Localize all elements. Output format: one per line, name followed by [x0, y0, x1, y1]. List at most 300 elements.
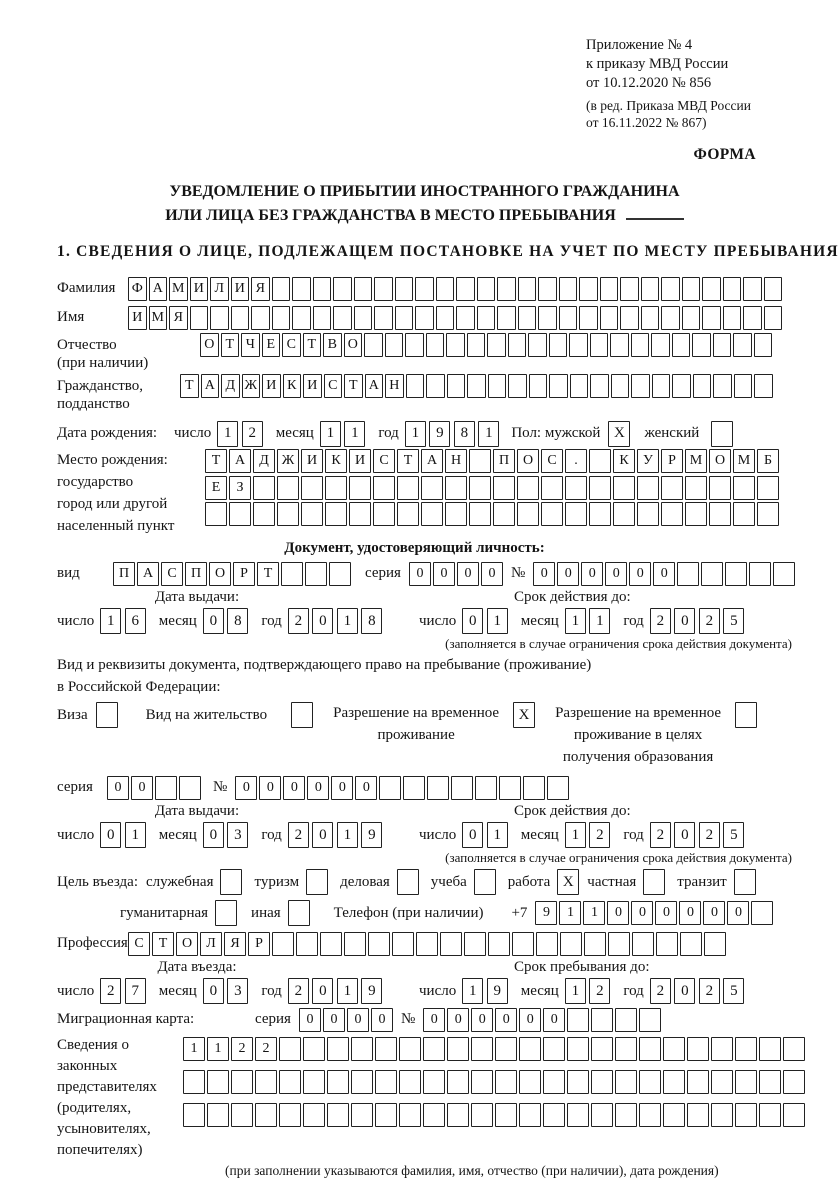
char-cell[interactable] — [685, 476, 707, 500]
char-cell[interactable] — [469, 476, 491, 500]
char-cell[interactable]: А — [149, 277, 168, 301]
char-cell[interactable]: 1 — [565, 978, 586, 1004]
char-cell[interactable]: 0 — [462, 608, 483, 634]
char-cell[interactable] — [427, 776, 449, 800]
char-cell[interactable] — [399, 1070, 421, 1094]
char-cell[interactable] — [725, 562, 747, 586]
char-cell[interactable]: И — [231, 277, 250, 301]
char-cell[interactable] — [399, 1037, 421, 1061]
char-cell[interactable]: Т — [221, 333, 240, 357]
char-cell[interactable] — [487, 333, 506, 357]
char-cell[interactable] — [547, 776, 569, 800]
char-cell[interactable]: Л — [210, 277, 229, 301]
sex-female-checkbox[interactable] — [711, 421, 733, 447]
char-cell[interactable] — [456, 277, 475, 301]
char-cell[interactable]: Т — [303, 333, 322, 357]
char-cell[interactable] — [711, 1037, 733, 1061]
char-cell[interactable] — [374, 277, 393, 301]
char-cell[interactable] — [590, 374, 609, 398]
char-cell[interactable] — [687, 1103, 709, 1127]
char-cell[interactable] — [543, 1070, 565, 1094]
char-cell[interactable] — [641, 277, 660, 301]
char-cell[interactable] — [620, 306, 639, 330]
char-cell[interactable] — [421, 476, 443, 500]
char-cell[interactable]: Т — [257, 562, 279, 586]
char-cell[interactable]: 2 — [100, 978, 121, 1004]
char-cell[interactable] — [447, 374, 466, 398]
char-cell[interactable] — [615, 1008, 637, 1032]
char-cell[interactable] — [517, 502, 539, 526]
char-cell[interactable] — [183, 1070, 205, 1094]
char-cell[interactable] — [397, 476, 419, 500]
char-cell[interactable]: 5 — [723, 822, 744, 848]
char-cell[interactable]: 1 — [559, 901, 581, 925]
char-cell[interactable] — [207, 1070, 229, 1094]
char-cell[interactable] — [253, 476, 275, 500]
char-cell[interactable] — [733, 476, 755, 500]
char-cell[interactable] — [734, 374, 753, 398]
char-cell[interactable] — [560, 932, 582, 956]
char-cell[interactable] — [325, 476, 347, 500]
char-cell[interactable] — [559, 277, 578, 301]
char-cell[interactable] — [471, 1070, 493, 1094]
char-cell[interactable]: 1 — [217, 421, 238, 447]
char-cell[interactable]: С — [373, 449, 395, 473]
char-cell[interactable] — [251, 306, 270, 330]
char-cell[interactable] — [733, 502, 755, 526]
char-cell[interactable]: 8 — [454, 421, 475, 447]
char-cell[interactable] — [709, 476, 731, 500]
char-cell[interactable] — [255, 1070, 277, 1094]
char-cell[interactable]: И — [349, 449, 371, 473]
char-cell[interactable]: 2 — [589, 978, 610, 1004]
char-cell[interactable] — [344, 932, 366, 956]
char-cell[interactable]: Ж — [242, 374, 261, 398]
char-cell[interactable] — [447, 1070, 469, 1094]
char-cell[interactable] — [354, 277, 373, 301]
char-cell[interactable]: П — [113, 562, 135, 586]
char-cell[interactable] — [549, 333, 568, 357]
char-cell[interactable] — [190, 306, 209, 330]
char-cell[interactable] — [759, 1070, 781, 1094]
char-cell[interactable]: 0 — [299, 1008, 321, 1032]
char-cell[interactable]: И — [303, 374, 322, 398]
char-cell[interactable]: 0 — [323, 1008, 345, 1032]
char-cell[interactable]: 0 — [462, 822, 483, 848]
char-cell[interactable]: А — [229, 449, 251, 473]
purpose-tourism-checkbox[interactable] — [306, 869, 328, 895]
char-cell[interactable]: 0 — [203, 608, 224, 634]
char-cell[interactable] — [313, 277, 332, 301]
char-cell[interactable] — [608, 932, 630, 956]
purpose-work-checkbox[interactable]: X — [557, 869, 579, 895]
char-cell[interactable]: О — [517, 449, 539, 473]
char-cell[interactable] — [711, 1070, 733, 1094]
char-cell[interactable] — [639, 1008, 661, 1032]
char-cell[interactable] — [591, 1008, 613, 1032]
char-cell[interactable] — [543, 1103, 565, 1127]
char-cell[interactable] — [685, 502, 707, 526]
char-cell[interactable] — [523, 776, 545, 800]
char-cell[interactable] — [354, 306, 373, 330]
char-cell[interactable] — [210, 306, 229, 330]
char-cell[interactable] — [351, 1070, 373, 1094]
char-cell[interactable]: 9 — [361, 978, 382, 1004]
char-cell[interactable]: Р — [661, 449, 683, 473]
char-cell[interactable] — [467, 333, 486, 357]
char-cell[interactable]: М — [169, 277, 188, 301]
char-cell[interactable]: 0 — [312, 978, 333, 1004]
char-cell[interactable] — [559, 306, 578, 330]
char-cell[interactable]: Т — [152, 932, 174, 956]
char-cell[interactable] — [735, 1103, 757, 1127]
char-cell[interactable] — [327, 1037, 349, 1061]
char-cell[interactable] — [364, 333, 383, 357]
char-cell[interactable]: 0 — [674, 822, 695, 848]
char-cell[interactable] — [519, 1037, 541, 1061]
char-cell[interactable] — [495, 1070, 517, 1094]
char-cell[interactable]: Т — [344, 374, 363, 398]
char-cell[interactable]: 1 — [487, 822, 508, 848]
char-cell[interactable] — [764, 306, 783, 330]
char-cell[interactable]: 3 — [227, 822, 248, 848]
char-cell[interactable] — [672, 333, 691, 357]
char-cell[interactable] — [590, 333, 609, 357]
char-cell[interactable] — [499, 776, 521, 800]
char-cell[interactable] — [416, 932, 438, 956]
char-cell[interactable]: С — [161, 562, 183, 586]
char-cell[interactable] — [733, 333, 752, 357]
char-cell[interactable] — [541, 476, 563, 500]
purpose-private-checkbox[interactable] — [643, 869, 665, 895]
char-cell[interactable]: 0 — [131, 776, 153, 800]
char-cell[interactable] — [445, 502, 467, 526]
purpose-business-checkbox[interactable] — [397, 869, 419, 895]
char-cell[interactable]: 0 — [631, 901, 653, 925]
char-cell[interactable] — [279, 1103, 301, 1127]
char-cell[interactable]: Б — [757, 449, 779, 473]
temp-residence-edu-checkbox[interactable] — [735, 702, 757, 728]
char-cell[interactable] — [395, 277, 414, 301]
char-cell[interactable] — [687, 1070, 709, 1094]
char-cell[interactable]: 0 — [355, 776, 377, 800]
char-cell[interactable] — [682, 306, 701, 330]
char-cell[interactable]: 1 — [405, 421, 426, 447]
char-cell[interactable]: 0 — [235, 776, 257, 800]
char-cell[interactable] — [579, 277, 598, 301]
char-cell[interactable]: 0 — [100, 822, 121, 848]
char-cell[interactable]: 0 — [703, 901, 725, 925]
char-cell[interactable] — [373, 502, 395, 526]
char-cell[interactable] — [723, 277, 742, 301]
char-cell[interactable] — [517, 476, 539, 500]
char-cell[interactable] — [296, 932, 318, 956]
char-cell[interactable] — [663, 1103, 685, 1127]
char-cell[interactable] — [536, 932, 558, 956]
char-cell[interactable]: Ж — [277, 449, 299, 473]
char-cell[interactable]: Е — [205, 476, 227, 500]
char-cell[interactable]: Н — [445, 449, 467, 473]
char-cell[interactable] — [272, 277, 291, 301]
char-cell[interactable]: О — [709, 449, 731, 473]
char-cell[interactable]: 0 — [312, 608, 333, 634]
char-cell[interactable] — [405, 333, 424, 357]
char-cell[interactable] — [591, 1037, 613, 1061]
char-cell[interactable] — [277, 476, 299, 500]
char-cell[interactable] — [368, 932, 390, 956]
char-cell[interactable]: 1 — [462, 978, 483, 1004]
char-cell[interactable]: 5 — [723, 608, 744, 634]
char-cell[interactable] — [375, 1103, 397, 1127]
char-cell[interactable] — [783, 1070, 805, 1094]
char-cell[interactable] — [723, 306, 742, 330]
char-cell[interactable] — [641, 306, 660, 330]
char-cell[interactable] — [704, 932, 726, 956]
char-cell[interactable]: 0 — [203, 978, 224, 1004]
char-cell[interactable]: Д — [253, 449, 275, 473]
char-cell[interactable] — [518, 277, 537, 301]
char-cell[interactable] — [637, 502, 659, 526]
char-cell[interactable] — [512, 932, 534, 956]
char-cell[interactable] — [440, 932, 462, 956]
char-cell[interactable] — [600, 277, 619, 301]
char-cell[interactable]: 0 — [727, 901, 749, 925]
char-cell[interactable]: 1 — [589, 608, 610, 634]
char-cell[interactable]: 1 — [320, 421, 341, 447]
char-cell[interactable]: 1 — [478, 421, 499, 447]
char-cell[interactable]: 2 — [699, 822, 720, 848]
purpose-other-checkbox[interactable] — [288, 900, 310, 926]
char-cell[interactable] — [702, 277, 721, 301]
char-cell[interactable] — [600, 306, 619, 330]
char-cell[interactable]: 1 — [583, 901, 605, 925]
char-cell[interactable]: 1 — [183, 1037, 205, 1061]
char-cell[interactable] — [549, 374, 568, 398]
char-cell[interactable] — [709, 502, 731, 526]
char-cell[interactable] — [272, 932, 294, 956]
char-cell[interactable] — [757, 476, 779, 500]
char-cell[interactable] — [313, 306, 332, 330]
char-cell[interactable] — [637, 476, 659, 500]
char-cell[interactable] — [569, 333, 588, 357]
char-cell[interactable]: М — [149, 306, 168, 330]
char-cell[interactable]: 2 — [288, 822, 309, 848]
char-cell[interactable] — [292, 306, 311, 330]
char-cell[interactable] — [783, 1037, 805, 1061]
char-cell[interactable]: О — [344, 333, 363, 357]
char-cell[interactable] — [538, 277, 557, 301]
char-cell[interactable]: 0 — [312, 822, 333, 848]
char-cell[interactable]: 2 — [650, 822, 671, 848]
char-cell[interactable]: А — [137, 562, 159, 586]
char-cell[interactable] — [379, 776, 401, 800]
char-cell[interactable] — [446, 333, 465, 357]
char-cell[interactable]: 0 — [607, 901, 629, 925]
char-cell[interactable] — [325, 502, 347, 526]
char-cell[interactable]: Я — [224, 932, 246, 956]
char-cell[interactable]: А — [201, 374, 220, 398]
purpose-official-checkbox[interactable] — [220, 869, 242, 895]
char-cell[interactable] — [320, 932, 342, 956]
char-cell[interactable] — [279, 1070, 301, 1094]
char-cell[interactable] — [773, 562, 795, 586]
char-cell[interactable] — [447, 1103, 469, 1127]
char-cell[interactable]: 2 — [288, 608, 309, 634]
char-cell[interactable] — [661, 502, 683, 526]
char-cell[interactable] — [497, 306, 516, 330]
char-cell[interactable]: 7 — [125, 978, 146, 1004]
char-cell[interactable]: 2 — [242, 421, 263, 447]
char-cell[interactable] — [469, 449, 491, 473]
char-cell[interactable]: 5 — [723, 978, 744, 1004]
char-cell[interactable]: К — [325, 449, 347, 473]
char-cell[interactable] — [749, 562, 771, 586]
char-cell[interactable]: С — [324, 374, 343, 398]
char-cell[interactable] — [519, 1070, 541, 1094]
char-cell[interactable] — [183, 1103, 205, 1127]
char-cell[interactable] — [543, 1037, 565, 1061]
char-cell[interactable] — [327, 1103, 349, 1127]
char-cell[interactable]: О — [209, 562, 231, 586]
char-cell[interactable]: С — [128, 932, 150, 956]
char-cell[interactable]: О — [176, 932, 198, 956]
char-cell[interactable] — [589, 476, 611, 500]
char-cell[interactable]: . — [565, 449, 587, 473]
char-cell[interactable]: П — [185, 562, 207, 586]
char-cell[interactable]: П — [493, 449, 515, 473]
char-cell[interactable] — [447, 1037, 469, 1061]
char-cell[interactable]: 2 — [288, 978, 309, 1004]
char-cell[interactable] — [632, 932, 654, 956]
char-cell[interactable] — [464, 932, 486, 956]
char-cell[interactable] — [395, 306, 414, 330]
char-cell[interactable]: Л — [200, 932, 222, 956]
char-cell[interactable] — [399, 1103, 421, 1127]
char-cell[interactable]: 1 — [565, 822, 586, 848]
char-cell[interactable] — [333, 277, 352, 301]
char-cell[interactable]: Р — [248, 932, 270, 956]
char-cell[interactable] — [759, 1037, 781, 1061]
char-cell[interactable] — [374, 306, 393, 330]
char-cell[interactable] — [255, 1103, 277, 1127]
char-cell[interactable] — [231, 306, 250, 330]
char-cell[interactable]: 2 — [255, 1037, 277, 1061]
char-cell[interactable]: 0 — [674, 978, 695, 1004]
visa-checkbox[interactable] — [96, 702, 118, 728]
char-cell[interactable] — [567, 1008, 589, 1032]
char-cell[interactable] — [754, 374, 773, 398]
char-cell[interactable] — [456, 306, 475, 330]
char-cell[interactable] — [475, 776, 497, 800]
char-cell[interactable] — [620, 277, 639, 301]
char-cell[interactable]: Р — [233, 562, 255, 586]
char-cell[interactable] — [451, 776, 473, 800]
char-cell[interactable] — [538, 306, 557, 330]
char-cell[interactable] — [415, 306, 434, 330]
char-cell[interactable]: В — [323, 333, 342, 357]
char-cell[interactable]: 2 — [650, 608, 671, 634]
char-cell[interactable] — [528, 333, 547, 357]
char-cell[interactable]: 0 — [557, 562, 579, 586]
char-cell[interactable] — [497, 277, 516, 301]
char-cell[interactable] — [495, 1103, 517, 1127]
char-cell[interactable] — [436, 306, 455, 330]
char-cell[interactable] — [436, 277, 455, 301]
char-cell[interactable] — [639, 1070, 661, 1094]
char-cell[interactable]: Е — [262, 333, 281, 357]
char-cell[interactable] — [333, 306, 352, 330]
char-cell[interactable] — [471, 1103, 493, 1127]
char-cell[interactable] — [349, 476, 371, 500]
char-cell[interactable]: 0 — [283, 776, 305, 800]
char-cell[interactable]: А — [365, 374, 384, 398]
char-cell[interactable] — [205, 502, 227, 526]
char-cell[interactable]: 0 — [347, 1008, 369, 1032]
char-cell[interactable]: 0 — [481, 562, 503, 586]
char-cell[interactable]: Д — [221, 374, 240, 398]
char-cell[interactable] — [385, 333, 404, 357]
char-cell[interactable] — [508, 333, 527, 357]
char-cell[interactable] — [351, 1103, 373, 1127]
char-cell[interactable]: 9 — [487, 978, 508, 1004]
char-cell[interactable] — [651, 333, 670, 357]
char-cell[interactable]: 0 — [543, 1008, 565, 1032]
purpose-humanitarian-checkbox[interactable] — [215, 900, 237, 926]
purpose-transit-checkbox[interactable] — [734, 869, 756, 895]
char-cell[interactable]: 0 — [629, 562, 651, 586]
char-cell[interactable] — [303, 1070, 325, 1094]
char-cell[interactable] — [415, 277, 434, 301]
char-cell[interactable] — [783, 1103, 805, 1127]
char-cell[interactable] — [692, 333, 711, 357]
char-cell[interactable] — [631, 374, 650, 398]
char-cell[interactable]: 6 — [125, 608, 146, 634]
char-cell[interactable] — [743, 306, 762, 330]
char-cell[interactable]: 0 — [679, 901, 701, 925]
char-cell[interactable]: И — [128, 306, 147, 330]
char-cell[interactable] — [229, 502, 251, 526]
char-cell[interactable]: 8 — [227, 608, 248, 634]
char-cell[interactable] — [661, 277, 680, 301]
char-cell[interactable]: Т — [180, 374, 199, 398]
char-cell[interactable] — [567, 1070, 589, 1094]
char-cell[interactable]: 8 — [361, 608, 382, 634]
char-cell[interactable] — [757, 502, 779, 526]
char-cell[interactable]: Т — [397, 449, 419, 473]
char-cell[interactable] — [373, 476, 395, 500]
char-cell[interactable]: 0 — [107, 776, 129, 800]
char-cell[interactable] — [493, 476, 515, 500]
char-cell[interactable] — [591, 1103, 613, 1127]
char-cell[interactable] — [754, 333, 773, 357]
char-cell[interactable] — [301, 502, 323, 526]
char-cell[interactable]: 0 — [259, 776, 281, 800]
char-cell[interactable] — [488, 374, 507, 398]
char-cell[interactable]: 1 — [344, 421, 365, 447]
char-cell[interactable] — [567, 1037, 589, 1061]
char-cell[interactable]: 9 — [361, 822, 382, 848]
char-cell[interactable]: 0 — [519, 1008, 541, 1032]
char-cell[interactable] — [301, 476, 323, 500]
char-cell[interactable]: 0 — [533, 562, 555, 586]
residence-permit-checkbox[interactable] — [291, 702, 313, 728]
char-cell[interactable]: 2 — [650, 978, 671, 1004]
char-cell[interactable] — [579, 306, 598, 330]
char-cell[interactable] — [701, 562, 723, 586]
char-cell[interactable] — [663, 1037, 685, 1061]
char-cell[interactable]: 0 — [605, 562, 627, 586]
char-cell[interactable]: 0 — [371, 1008, 393, 1032]
